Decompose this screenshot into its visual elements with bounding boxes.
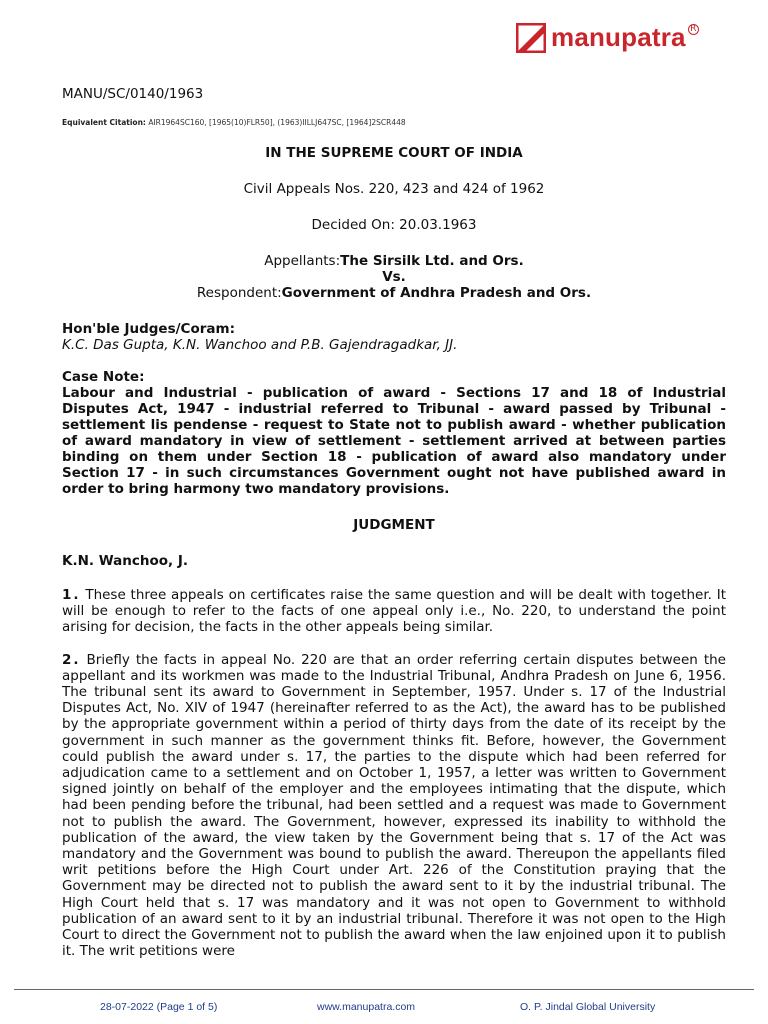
- footer-date-page: 28-07-2022 (Page 1 of 5): [100, 1001, 218, 1013]
- respondent-name: Government of Andhra Pradesh and Ors.: [281, 285, 592, 301]
- paragraph-text: Briefly the facts in appeal No. 220 are that an order referring certain disputes between the appellant and its workmen was made to the Industrial Tribunal, Andhra Pradesh on June 6, 1956. The tribunal sent its award to Government in September, 1957. Under s. 17 of the Industrial Disputes Act, No. XIV of 1947 (hereinafter referred to as the Act), the award has to be published by the appropriate government within a period of thirty days from the date of its receipt by the government in such manner as the government thinks fit. Before, however, the Government could publish the award under s. 17, the parties to the dispute which had been referred for adjudication came to a settlement and on October 1, 1957, a letter was written to Government signed jointly on behalf of the employer and the employees intimating that the dispute, which had been pending before the tribunal, had been settled and a request was made to Government not to publish the award. The Government, however, expressed its inability to withhold the publication of the award, the view taken by the Government being that s. 17 of the Act was mandatory and the Government was bound to publish the award. Thereupon the appellants filed writ petitions before the High Court under Art. 226 of the Constitution praying that the Government may be directed not to publish the award sent to it by the industrial tribunal. The High Court held that s. 17 was mandatory and it was not open to Government to withhold publication of an award sent to it by an industrial tribunal. Therefore it was not open to the High Court to direct the Government not to publish the award when the law enjoined upon it to publish it. The writ petitions were: [62, 651, 726, 960]
- paragraph-number: 2.: [62, 651, 81, 668]
- appellants-line: [62, 253, 726, 269]
- citation-id: MANU/SC/0140/1963: [62, 86, 204, 102]
- parties-block: [62, 253, 726, 301]
- equivalent-citation-value: AIR1964SC160, [1965(10)FLR50], (1963)IILLJ647SC, [1964]2SCR448: [148, 118, 406, 127]
- case-numbers: Civil Appeals Nos. 220, 423 and 424 of 1962: [243, 181, 545, 197]
- case-note-title: Case Note:: [62, 369, 145, 385]
- case-note-text: Labour and Industrial - publication of award - Sections 17 and 18 of Industrial Disputes Act, 1947 - industrial referred to Tribunal - award passed by Tribunal - settlement lis pendense - request to State not to publish award - whether publication of award mandatory in view of settlement - settlement arrived at between parties binding on them under Section 18 - publication of award also mandatory under Section 17 - in such circumstances Government ought not have published award in order to bring harmony two mandatory provisions.: [62, 385, 726, 497]
- paragraph-2: [62, 652, 726, 960]
- footer-website-link[interactable]: www.manupatra.com: [317, 1001, 416, 1013]
- brand-name: manupatra: [551, 22, 686, 52]
- judgment-title: JUDGMENT: [353, 517, 435, 533]
- document-page: [62, 86, 726, 975]
- judges-names: K.C. Das Gupta, K.N. Wanchoo and P.B. Gajendragadkar, JJ.: [62, 337, 458, 353]
- footer-divider: [14, 989, 754, 990]
- equivalent-citation-label: Equivalent Citation:: [62, 118, 146, 127]
- versus-line: [62, 269, 726, 285]
- manupatra-logo: [516, 22, 699, 53]
- judges-title: Hon'ble Judges/Coram:: [62, 321, 235, 337]
- paragraph-text: These three appeals on certificates raise the same question and will be dealt with together. It will be enough to refer to the facts of one appeal only i.e., No. 220, to understand the point arising for decision, the facts in the other appeals being similar.: [62, 587, 726, 636]
- equivalent-citation: [62, 118, 726, 127]
- decided-on: Decided On: 20.03.1963: [311, 217, 477, 233]
- respondent-line: [62, 285, 726, 301]
- paragraph-1: [62, 587, 726, 636]
- appellants-name: The Sirsilk Ltd. and Ors.: [340, 253, 524, 269]
- registered-mark: R: [688, 24, 699, 35]
- paragraph-number: 1.: [62, 587, 81, 603]
- footer-institution: O. P. Jindal Global University: [520, 1001, 656, 1013]
- versus-text: Vs.: [382, 269, 406, 285]
- appellants-label: Appellants:: [264, 253, 341, 269]
- judgment-author: K.N. Wanchoo, J.: [62, 553, 188, 569]
- manupatra-logo-icon: [516, 23, 546, 53]
- court-name: IN THE SUPREME COURT OF INDIA: [265, 145, 523, 161]
- respondent-label: Respondent:: [196, 285, 282, 301]
